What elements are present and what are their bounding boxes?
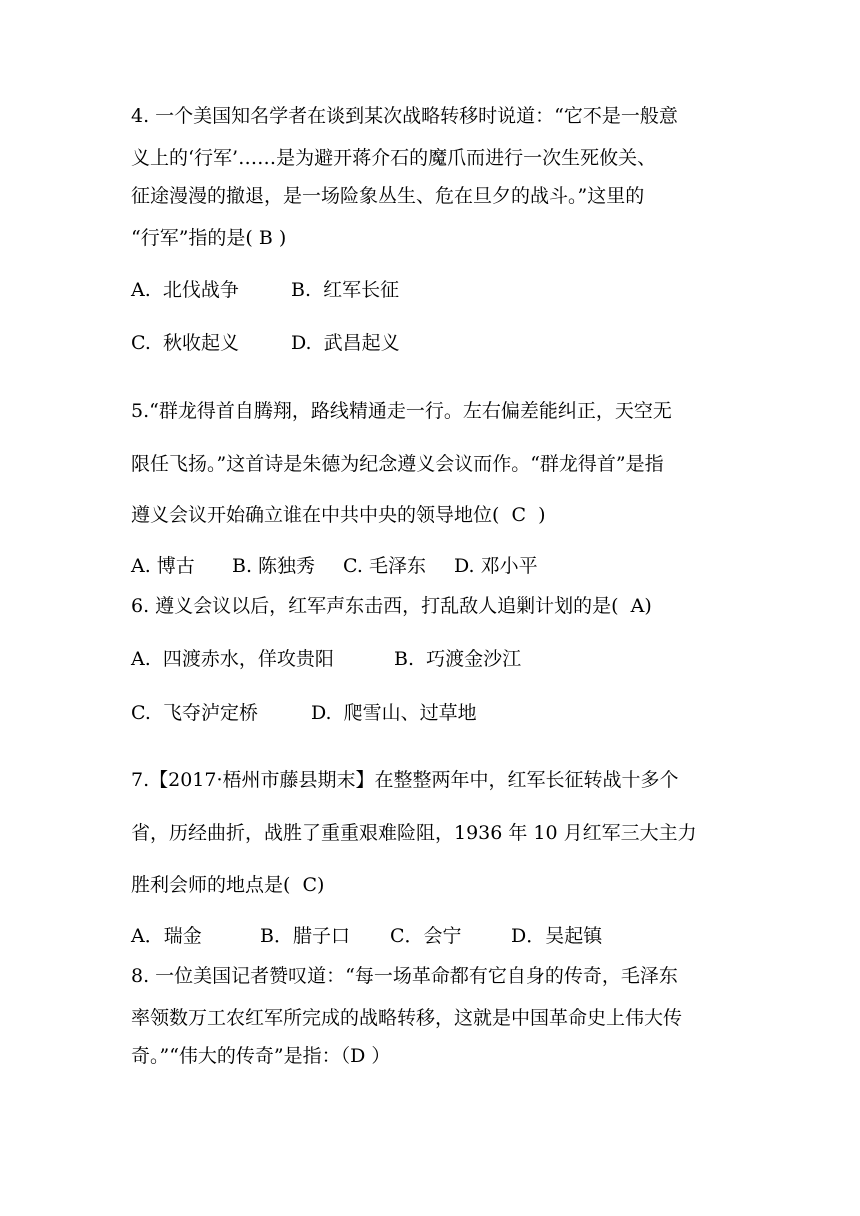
q5-line-2: 限任飞扬。”这首诗是朱德为纪念遵义会议而作。“群龙得首”是指 [131,453,664,475]
q7-line-3: 胜利会师的地点是( C) [131,874,325,896]
q7-line-2: 省，历经曲折，战胜了重重艰难险阻，1936 年 10 月红军三大主力 [131,822,697,844]
q4-line-3: 征途漫漫的撤退，是一场险象丛生、危在旦夕的战斗。”这里的 [131,185,645,207]
q5-line-3: 遵义会议开始确立谁在中共中央的领导地位( C ) [131,504,546,526]
q6-option-d: D. 爬雪山、过草地 [311,702,477,724]
q8-line-3: 奇。”“伟大的传奇”是指：（D ） [131,1045,391,1067]
q5-option-a: A. 博古 [131,555,195,577]
q4-option-d: D. 武昌起义 [291,332,400,354]
q7-option-c: C．会宁 [390,925,462,947]
q8-line-1: 8. 一位美国记者赞叹道：“每一场革命都有它自身的传奇，毛泽东 [131,965,678,987]
q4-line-1: 4. 一个美国知名学者在谈到某次战略转移时说道：“它不是一般意 [131,105,678,127]
q4-line-2: 义上的‘行军’……是为避开蒋介石的魔爪而进行一次生死攸关、 [131,147,657,169]
q5-option-d: D. 邓小平 [454,555,538,577]
q5-option-b: B. 陈独秀 [232,555,316,577]
q8-line-2: 率领数万工农红军所完成的战略转移，这就是中国革命史上伟大传 [131,1007,683,1029]
q4-option-c: C. 秋收起义 [131,332,239,354]
q4-line-4: “行军”指的是( B ) [131,227,287,249]
q7-line-1: 7.【2017·梧州市藤县期末】在整整两年中，红军长征转战十多个 [131,769,679,791]
q6-line-1: 6. 遵义会议以后，红军声东击西，打乱敌人追剿计划的是( A) [131,595,652,617]
q6-option-c: C. 飞夺泸定桥 [131,702,258,724]
q5-option-c: C. 毛泽东 [343,555,426,577]
q6-option-b: B. 巧渡金沙江 [394,648,522,670]
q6-option-a: A. 四渡赤水，佯攻贵阳 [131,648,334,670]
q7-option-a: A．瑞金 [131,925,202,947]
q5-line-1: 5.“群龙得首自腾翔，路线精通走一行。左右偏差能纠正，天空无 [131,400,672,422]
q7-option-d: D．吴起镇 [511,925,603,947]
q7-option-b: B．腊子口 [260,925,350,947]
q4-option-a: A. 北伐战争 [131,279,239,301]
q4-option-b: B. 红军长征 [291,279,400,301]
